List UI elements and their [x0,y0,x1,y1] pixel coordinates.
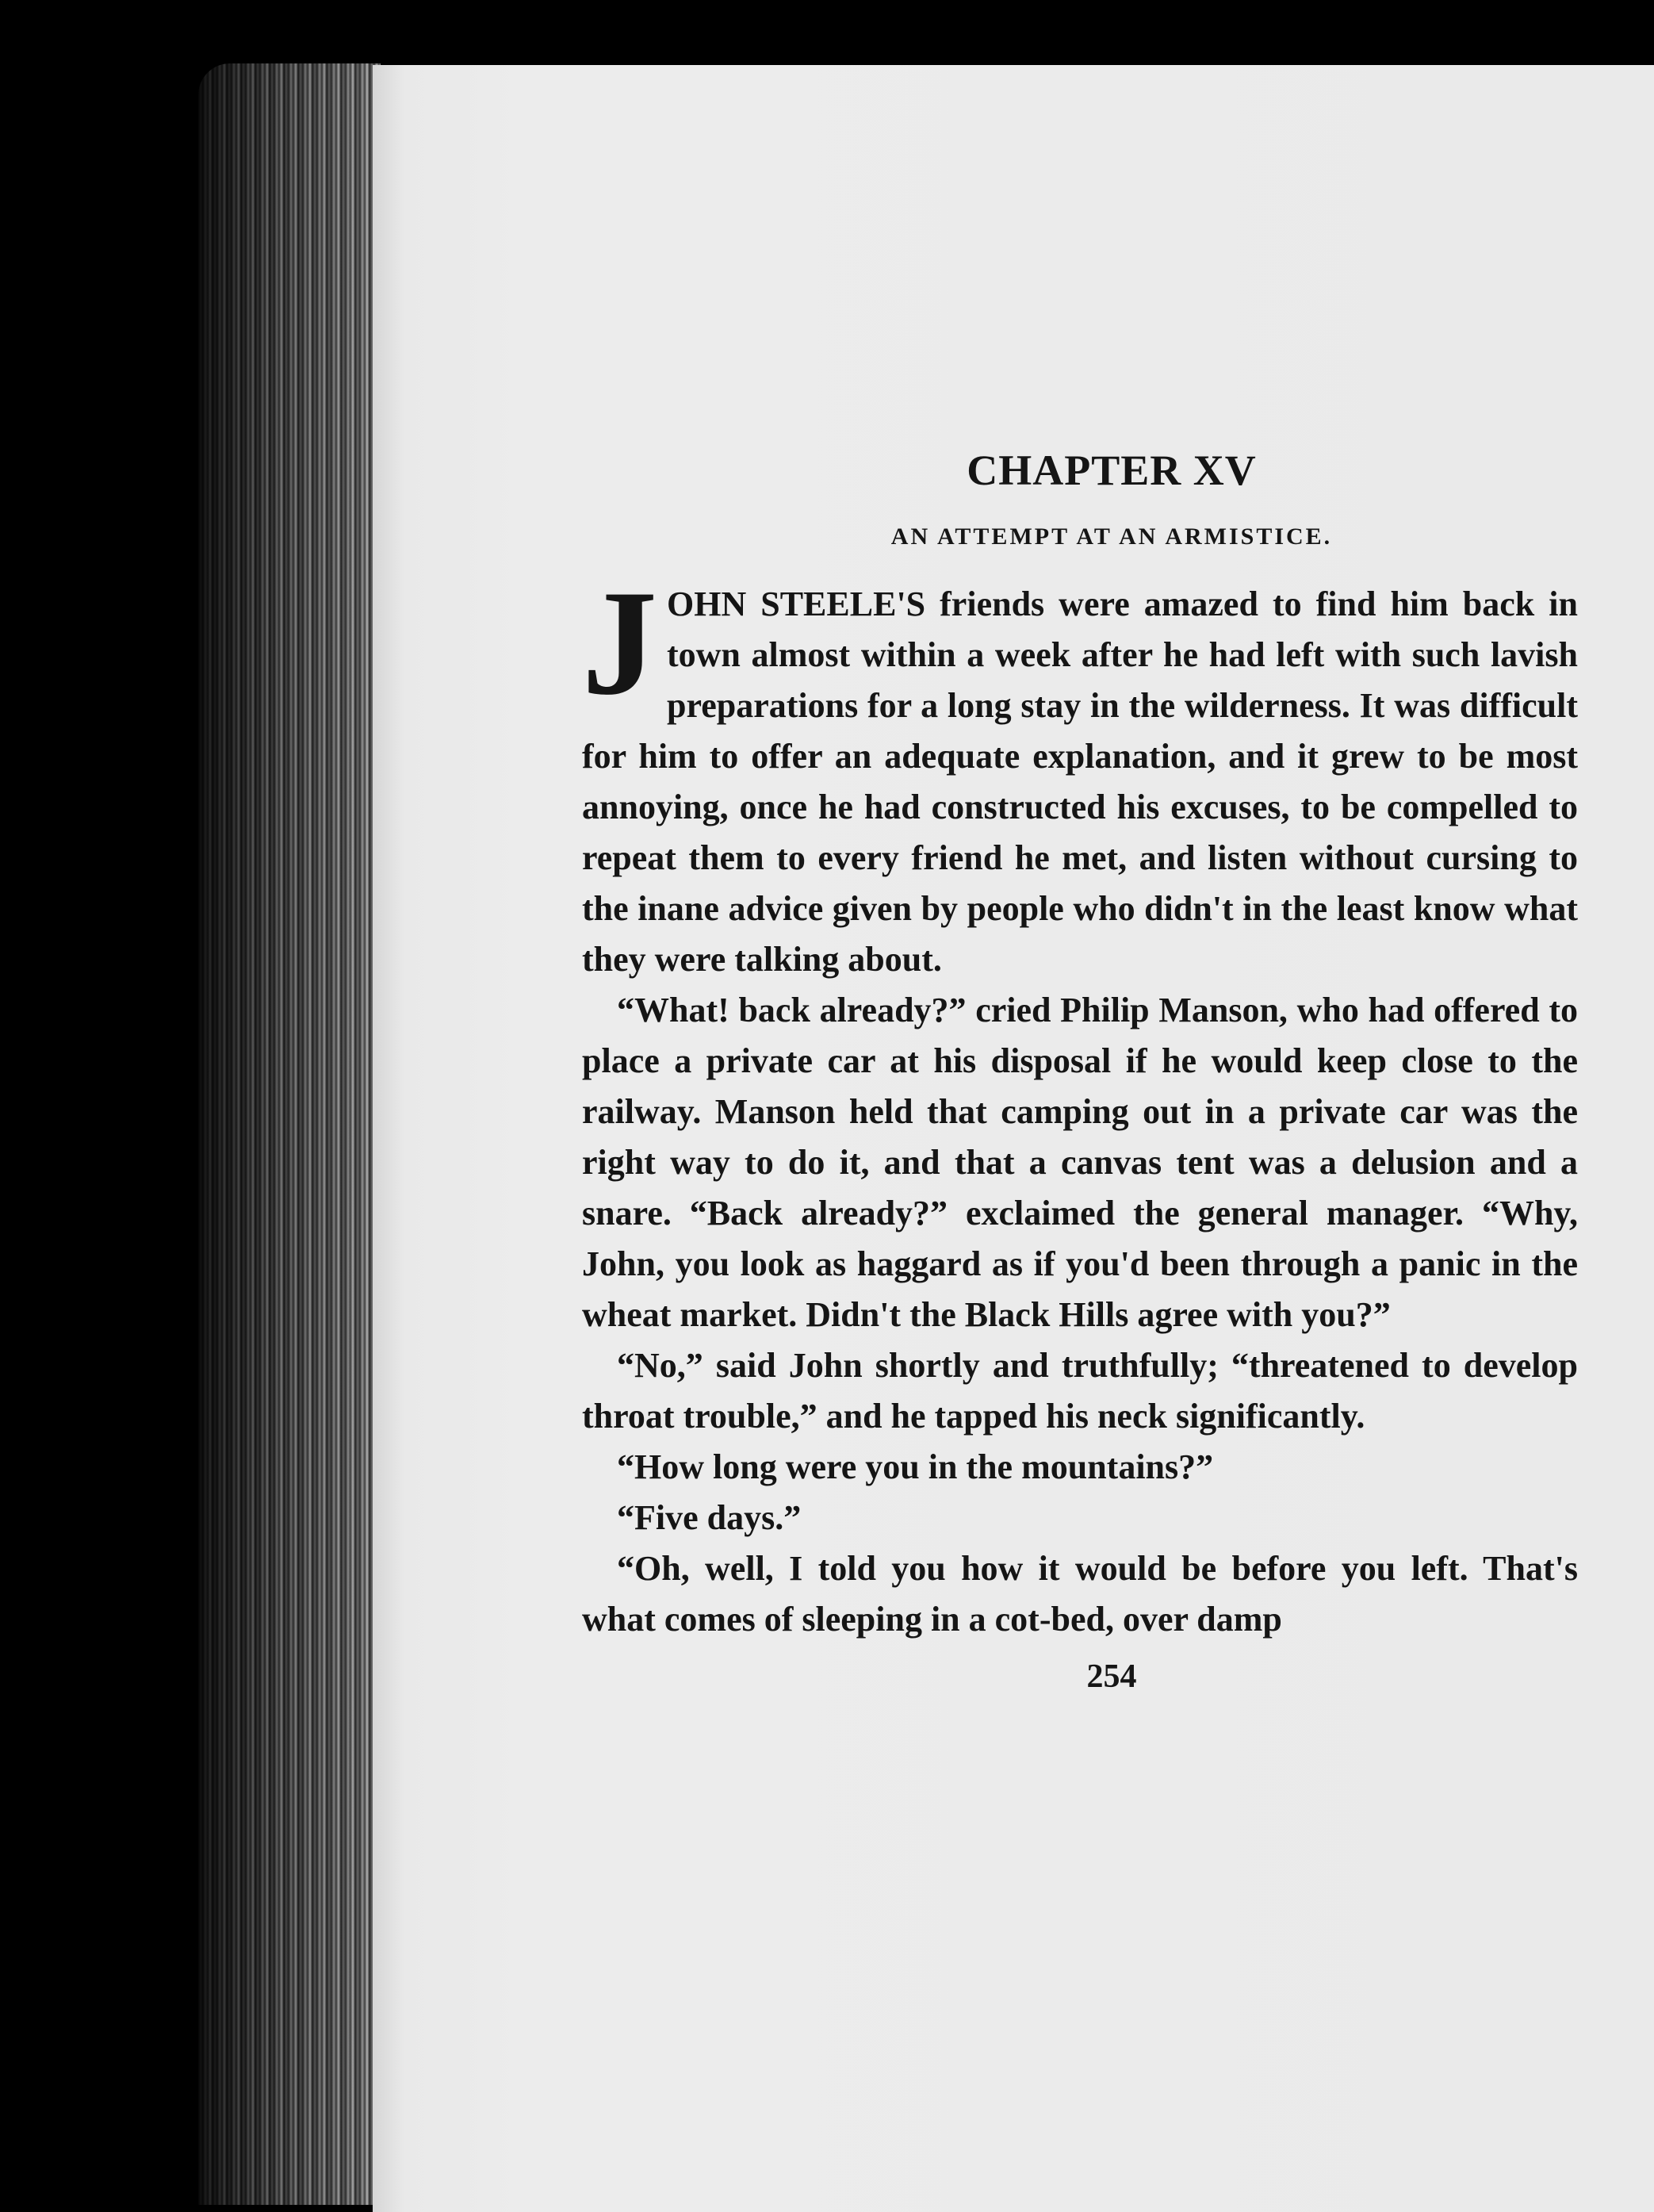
page-number: 254 [1086,1658,1137,1695]
paragraph-1 [582,560,1578,985]
paragraph-2: “What! back already?” cried Philip Manson, who had offered to place a private car at his disposal if he would keep close to the railway. Manson held that camping out in a private car was the right way to do it, and that a canvas tent was a delusion and a snare. “Back already?” exclaimed the general manager. “Why, John, you look as haggard as if you'd been through a panic in the wheat market. Didn't the Black Hills agree with you?” [582,991,1578,1334]
chapter-title: CHAPTER XV [967,447,1257,494]
page-edges [198,63,381,2205]
drop-cap: J [582,560,657,726]
paragraph-4: “How long were you in the mountains?” [617,1447,1214,1486]
book-page [373,65,1654,2212]
text-block [582,446,1578,1696]
paragraph-1-text: OHN STEELE'S friends were amazed to find him back in town almost within a week after he had left with such lavish preparations for a long stay in the wilderness. It was difficult for him to offer an adequate explanation, and it grew to be most annoying, once he had constructed his excuses, to be compelled to repeat them to every friend he met, and listen without cursing to the inane advice given by people who didn't in the least know what they were talking about. [582,585,1578,979]
paragraph-5: “Five days.” [617,1498,802,1537]
chapter-subtitle: AN ATTEMPT AT AN ARMISTICE. [890,523,1333,550]
paragraph-6: “Oh, well, I told you how it would be before you left. That's what comes of sleeping in a cot-bed, over damp [582,1549,1578,1639]
paragraph-3: “No,” said John shortly and truthfully; “threatened to develop throat trouble,” and he tapped his neck significantly. [582,1346,1578,1436]
